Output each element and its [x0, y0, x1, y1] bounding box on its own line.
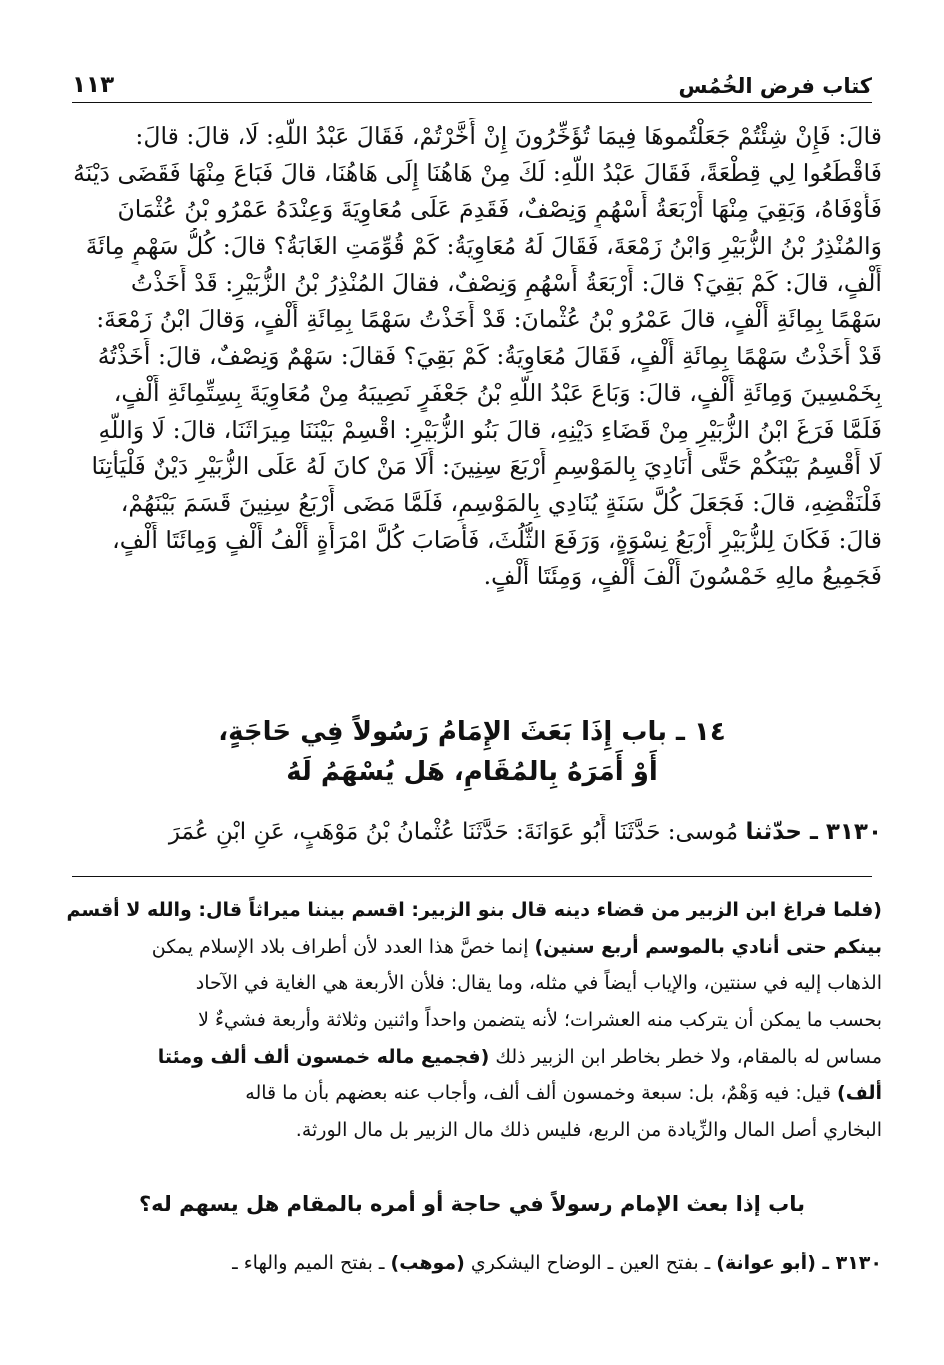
matn-line: فَلْنَقْضِهِ، قالَ: فَجَعَلَ كُلَّ سَنَةٍ يُنَادِي بِالمَوْسِمِ، فَلَمَّا مَضَى أَرْبَعُ سِنِينَ قَسَمَ بَيْنَهُمْ،	[120, 488, 882, 517]
commentary-quote: (فلما فراغ ابن الزبير من قضاء دينه قال بنو الزبير: اقسم بيننا ميراثاً قال: والله لا أقسم	[66, 899, 882, 921]
hadith-number: ٣١٣٠ ـ حدّثنا	[745, 819, 882, 845]
page-header	[72, 58, 872, 103]
hadith-isnad	[62, 814, 882, 850]
matn-line: قَدْ أَخَذْتُ سَهْمًا بِمِائَةِ أَلْفٍ، فَقَالَ مُعَاوِيَةُ: كَمْ بَقِيَ؟ فَقالَ: سَهْمٌ وَنِصْفٌ، قالَ: أَخَذْتُهُ	[97, 342, 882, 371]
chapter-heading	[62, 712, 882, 792]
matn-line: بِخَمْسِينَ وَمِائَةِ أَلْفٍ، قالَ: وَبَاعَ عَبْدُ اللَّهِ بْنُ جَعْفَرٍ نَصِيبَهُ مِنْ مُعَاوِيَةَ بِسِتِّمِائَةِ أَلْفٍ،	[113, 378, 882, 407]
matn-line: أَلْفٍ، قالَ: كَمْ بَقِيَ؟ قالَ: أَرْبَعَةُ أَسْهُمٍ وَنِصْفٌ، فقالَ المُنْذِرُ بْنُ الزُّبَيْرِ: قَدْ أَخَذْتُ	[130, 268, 882, 297]
matn-line: سَهْمًا بِمِائَةِ أَلْفٍ، قالَ عَمْرُو بْنُ عُثْمانَ: قَدْ أَخَذْتُ سَهْمًا بِمِائَةِ أَلْفٍ، وَقالَ ابْنُ زَمْعَةَ:	[96, 305, 882, 334]
matn-line: قالَ: فَإِنْ شِئْتُمْ جَعَلْتُموهَا فِيمَا تُؤَخِّرُونَ إِنْ أَخَّرْتُمْ، فَقَالَ عَبْدُ اللَّهِ: لَا، قالَ: قالَ:	[135, 122, 882, 150]
footnote-divider	[72, 876, 872, 877]
commentary-line	[62, 929, 882, 966]
commentary-quote: (موهب)	[390, 1252, 465, 1274]
commentary-line: بحسب ما يمكن أن يتركب منه العشرات؛ لأنه يتضمن واحداً واثنين وثلاثة وأربعة فشيءٌ لا	[198, 1009, 882, 1032]
commentary-line: الذهاب إليه في سنتين، والإياب أيضاً في مثله، وما يقال: فلأن الأربعة هي الغاية في الآحاد	[195, 972, 882, 995]
hadith-text	[62, 118, 882, 595]
isnad-text: مُوسى: حَدَّثَنَا أَبُو عَوَانَةَ: حَدَّثَنَا عُثْمانُ بْنُ مَوْهَبٍ، عَنِ ابْنِ عُمَرَ	[168, 819, 739, 845]
matn-line: فَلَمَّا فَرَغَ ابْنُ الزُّبَيْرِ مِنْ قَضَاءِ دَيْنِهِ، قالَ بَنُو الزُّبَيْرِ: اقْسِمْ بَيْنَنَا مِيرَاثَنَا، قالَ: لَا وَاللَّهِ	[98, 415, 882, 444]
commentary-text: ـ بفتح الميم والهاء ـ	[232, 1252, 391, 1274]
commentary-hadith-note	[62, 1252, 882, 1274]
commentary-text: مساس له بالمقام، ولا خطر بخاطر ابن الزبير ذلك	[489, 1045, 882, 1068]
matn-line: فَجَمِيعُ مالِهِ خَمْسُونَ أَلْفَ أَلْفٍ، وَمِئَتَا أَلْفٍ.	[483, 562, 882, 591]
commentary-line	[62, 892, 882, 929]
matn-line: فَاقْطَعُوا لِي قِطْعَةً، فَقَالَ عَبْدُ اللَّهِ: لَكَ مِنْ هَاهُنَا إِلَى هَاهُنَا، قالَ فَبَاعَ مِنْهَا فَقَضَى دَيْنَهُ	[73, 158, 882, 187]
matn-line: قالَ: فَكَانَ لِلزُّبَيْرِ أَرْبَعُ نِسْوَةٍ، وَرَفَعَ الثُّلُثَ، فَأَصَابَ كُلَّ امْرَأَةٍ أَلْفُ أَلْفٍ وَمِائَتَا أَلْفٍ،	[112, 525, 882, 554]
commentary-line	[62, 1039, 882, 1076]
commentary-text: ـ بفتح العين ـ الوضاح اليشكري	[464, 1252, 717, 1274]
commentary-quote: ٣١٣٠ ـ (أبو عوانة)	[716, 1252, 882, 1274]
book-title: كتاب فرض الخُمُس	[678, 74, 872, 98]
page-number: ١١٣	[72, 72, 115, 98]
commentary-quote: ألف)	[837, 1082, 882, 1105]
chapter-heading-line-2: أَوْ أَمَرَهُ بِالمُقَامِ، هَل يُسْهَمُ لَهُ	[286, 757, 658, 787]
commentary-text: قيل: فيه وَهْمٌ، بل: سبعة وخمسون ألف ألف، وأجاب عنه بعضهم بأن ما قاله	[245, 1082, 838, 1105]
commentary-quote: بينكم حتى أنادي بالموسم أربع سنين)	[534, 935, 882, 958]
commentary	[62, 892, 882, 1149]
commentary-line: البخاري أصل المال والزِّيادة من الربع، فليس ذلك مال الزبير بل مال الورثة.	[295, 1119, 882, 1142]
matn-line: فَأَوْفَاهُ، وَبَقِيَ مِنْهَا أَرْبَعَةُ أَسْهُمٍ وَنِصْفٌ، فَقَدِمَ عَلَى مُعَاوِيَةَ وَعِنْدَهُ عَمْرُو بْنُ عُثْمَانَ	[117, 195, 882, 224]
matn-line: وَالمُنْذِرُ بْنُ الزُّبَيْرِ وَابْنُ زَمْعَةَ، فَقَالَ لَهُ مُعَاوِيَةُ: كَمْ قُوِّمَتِ الغَابَةُ؟ قالَ: كُلُّ سَهْمٍ مِائَةَ	[85, 232, 882, 261]
commentary-line	[62, 1075, 882, 1112]
matn-line: لَا أَقْسِمُ بَيْنَكُمْ حَتَّى أُنَادِيَ بِالمَوْسِمِ أَرْبَعَ سِنِينَ: أَلَا مَنْ كانَ لَهُ عَلَى الزُّبَيْرِ دَيْنٌ فَلْيَأْتِنَا	[91, 452, 882, 481]
commentary-heading: باب إذا بعث الإمام رسولاً في حاجة أو أمره بالمقام هل يسهم له؟	[138, 1192, 806, 1216]
commentary-text: إنما خصَّ هذا العدد لأن أطراف بلاد الإسلام يمكن	[151, 935, 535, 958]
chapter-heading-line-1: ١٤ ـ باب إِذَا بَعَثَ الإِمَامُ رَسُولاً فِي حَاجَةٍ،	[218, 717, 726, 747]
commentary-quote: (فجميع ماله خمسون ألف ألف ومئتا	[157, 1045, 490, 1068]
